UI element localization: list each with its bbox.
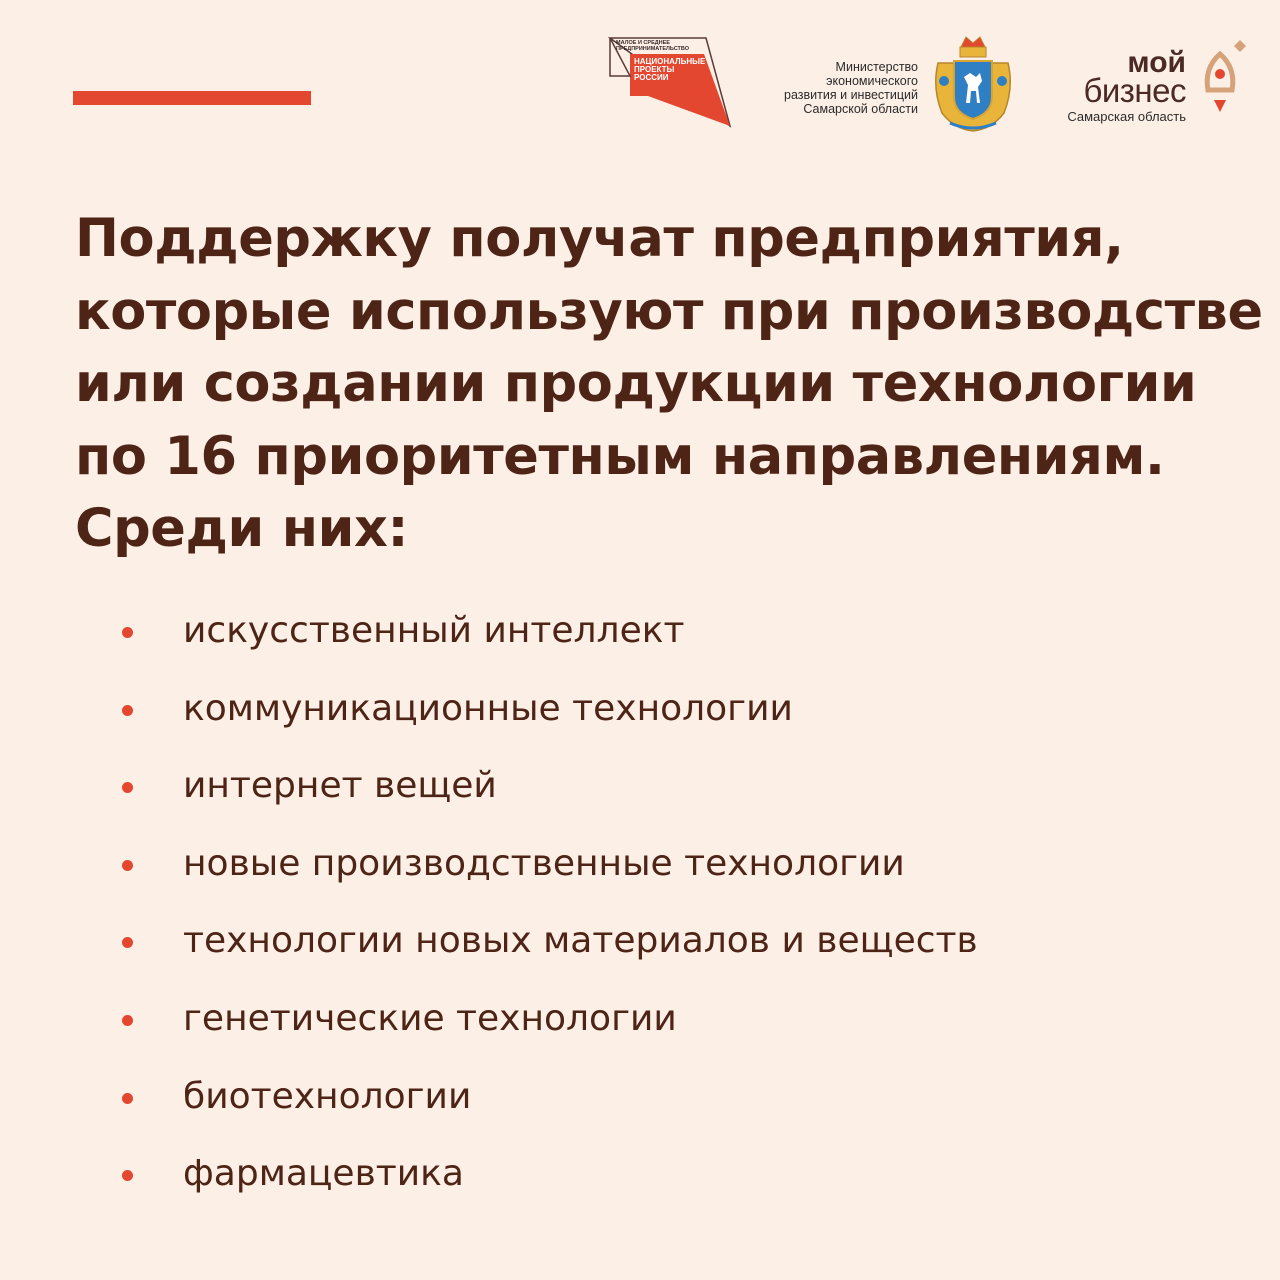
national-projects-top-text: МАЛОЕ И СРЕДНЕЕ ПРЕДПРИНИМАТЕЛЬСТВО	[616, 40, 689, 52]
headline-line: или создании продукции технологии	[75, 353, 1197, 414]
list-item	[0, 750, 1280, 828]
national-projects-main-text: НАЦИОНАЛЬНЫЕ ПРОЕКТЫ РОССИИ	[634, 57, 706, 82]
ministry-logo-text	[770, 60, 918, 116]
ministry-line: Министерство	[835, 60, 918, 74]
bullet-icon	[122, 1170, 133, 1181]
ministry-line: экономического	[826, 74, 918, 88]
headline-line: Среди них:	[75, 498, 409, 559]
bullet-icon	[122, 937, 133, 948]
coat-of-arms-icon	[930, 33, 1016, 133]
list-item	[0, 595, 1280, 673]
moi-biznes-line2: бизнес	[1083, 72, 1186, 109]
list-item-text: искусственный интеллект	[183, 610, 685, 651]
list-item	[0, 983, 1280, 1061]
ministry-line: развития и инвестиций	[784, 88, 918, 102]
headline-line: по 16 приоритетным направлениям.	[75, 425, 1165, 487]
list-item-text: генетические технологии	[183, 997, 677, 1039]
ministry-line: Самарской области	[803, 102, 918, 116]
bullet-icon	[122, 782, 133, 793]
moi-biznes-region: Самарская область	[1067, 109, 1186, 124]
list-item-text: биотехнологии	[183, 1075, 472, 1117]
list-item	[0, 1061, 1280, 1139]
list-item-text: технологии новых материалов и веществ	[183, 920, 978, 962]
bullet-icon	[122, 860, 133, 871]
list-item	[0, 828, 1280, 906]
list-item-text: коммуникационные технологии	[183, 687, 793, 729]
list-item	[0, 673, 1280, 751]
headline	[75, 203, 1263, 566]
rocket-icon	[1200, 38, 1250, 124]
list-item-text: новые производственные технологии	[183, 842, 905, 884]
list-item	[0, 1138, 1280, 1216]
bullet-icon	[122, 1015, 133, 1026]
priority-directions-list	[0, 595, 1280, 1216]
bullet-icon	[122, 705, 133, 716]
moi-biznes-logo	[1052, 46, 1252, 130]
bullet-icon	[122, 627, 133, 638]
list-item-text: интернет вещей	[183, 765, 497, 807]
accent-bar	[73, 91, 311, 105]
headline-line: Поддержку получат предприятия,	[75, 208, 1124, 269]
list-item	[0, 905, 1280, 983]
national-projects-logo	[608, 36, 732, 128]
headline-line: которые используют при производстве	[75, 280, 1263, 342]
moi-biznes-line1: мой	[1127, 46, 1186, 79]
list-item-text: фармацевтика	[183, 1153, 464, 1195]
bullet-icon	[122, 1093, 133, 1104]
